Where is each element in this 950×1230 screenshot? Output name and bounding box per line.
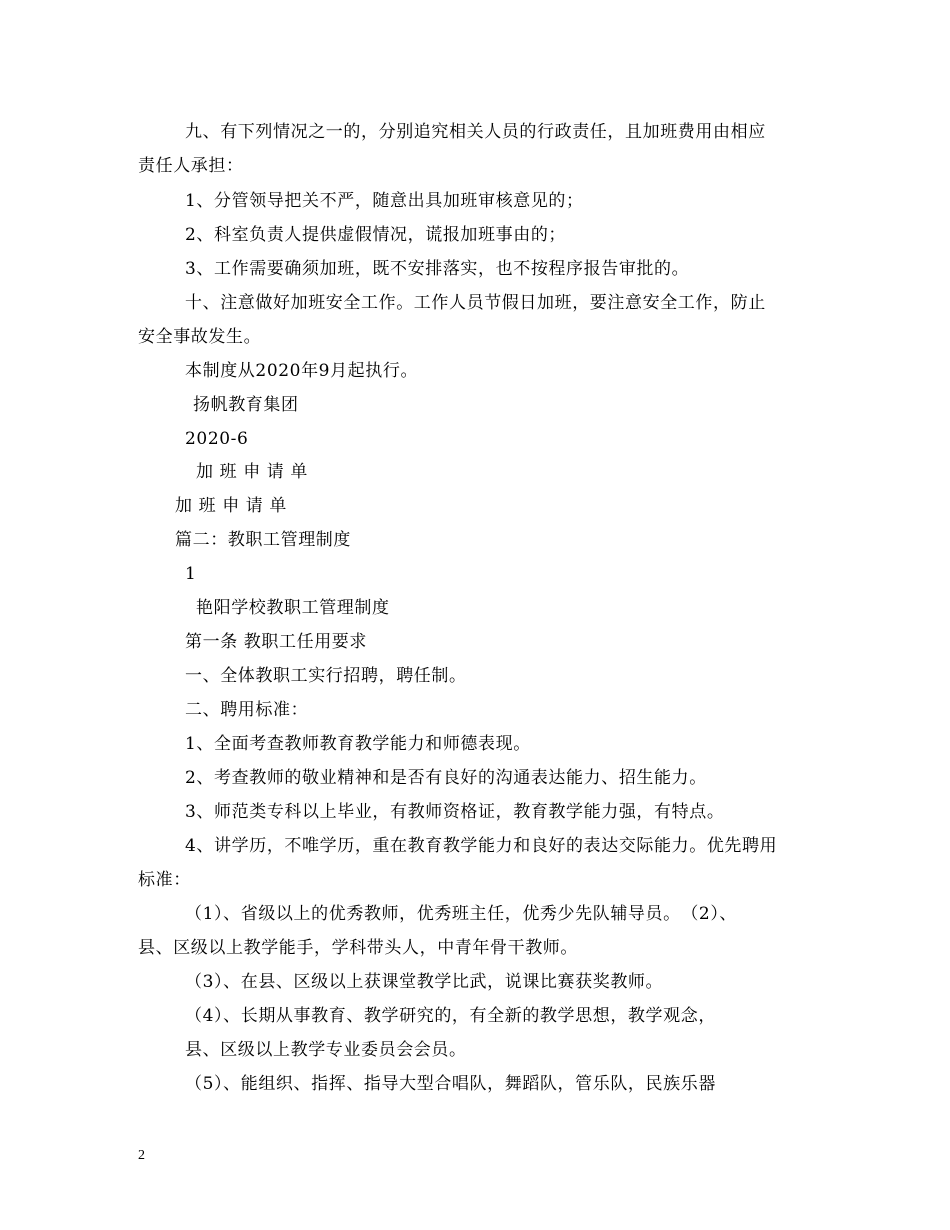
text-line: 1、分管领导把关不严，随意出具加班审核意见的； [185, 191, 584, 211]
text-line: 1、全面考查教师教育教学能力和师德表现。 [185, 734, 531, 754]
article-heading: 第一条 教职工任用要求 [185, 632, 368, 652]
text-line: 安全事故发生。 [138, 327, 262, 347]
text-line: 2、考查教师的敬业精神和是否有良好的沟通表达能力、招生能力。 [185, 768, 707, 788]
signature-org: 扬帆教育集团 [193, 395, 299, 415]
text-line: 本制度从2020年9月起执行。 [185, 361, 419, 381]
text-line: 1 [185, 564, 197, 584]
text-line: 十、注意做好加班安全工作。工作人员节假日加班，要注意安全工作，防止 [185, 293, 766, 313]
text-line: 县、区级以上教学专业委员会会员。 [185, 1040, 467, 1060]
text-line: （4）、长期从事教育、教学研究的，有全新的教学思想，教学观念， [185, 1006, 716, 1026]
text-line: 标准： [138, 870, 191, 890]
text-line: 责任人承担： [138, 156, 244, 176]
form-title: 加 班 申 请 单 [175, 496, 288, 516]
text-line: 2、科室负责人提供虚假情况，谎报加班事由的； [185, 225, 567, 245]
form-title: 加 班 申 请 单 [196, 462, 309, 482]
document-title: 艳阳学校教职工管理制度 [196, 598, 390, 618]
text-line: 3、师范类专科以上毕业，有教师资格证，教育教学能力强，有特点。 [185, 802, 725, 822]
text-line: （3）、在县、区级以上获课堂教学比武，说课比赛获奖教师。 [185, 972, 664, 992]
text-line: 县、区级以上教学能手，学科带头人，中青年骨干教师。 [138, 938, 578, 958]
page-number: 2 [138, 1148, 145, 1163]
text-line: （1）、省级以上的优秀教师，优秀班主任，优秀少先队辅导员。 （2）、 [185, 904, 738, 924]
text-line: （5）、能组织、指挥、指导大型合唱队，舞蹈队，管乐队，民族乐器 [185, 1074, 716, 1094]
section-heading: 篇二：教职工管理制度 [175, 530, 351, 550]
text-line: 一、全体教职工实行招聘，聘任制。 [185, 666, 467, 686]
text-line: 4、讲学历，不唯学历，重在教育教学能力和良好的表达交际能力。优先聘用 [185, 836, 778, 856]
text-line: 九、有下列情况之一的，分别追究相关人员的行政责任，且加班费用由相应 [185, 122, 766, 142]
text-line: 3、工作需要确须加班，既不安排落实，也不按程序报告审批的。 [185, 259, 690, 279]
signature-date: 2020-6 [185, 429, 249, 449]
text-line: 二、聘用标准： [185, 700, 309, 720]
